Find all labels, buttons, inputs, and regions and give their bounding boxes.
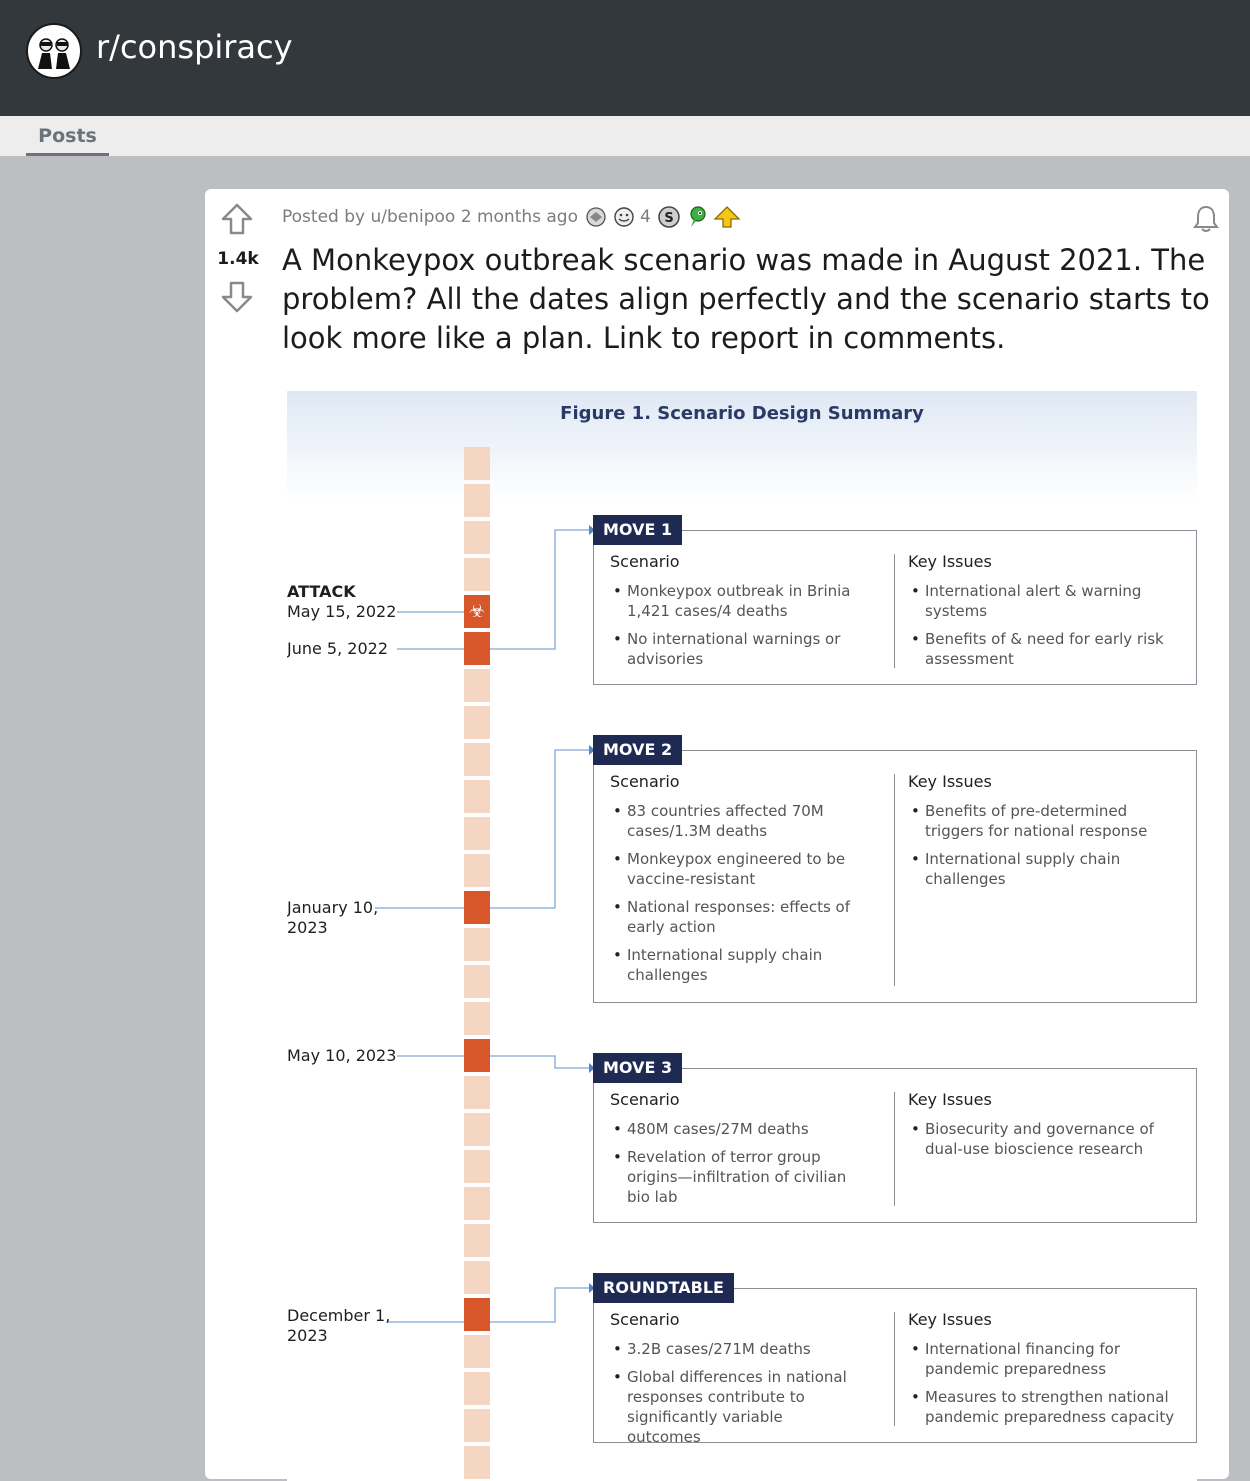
event-date: May 10, 2023 xyxy=(287,1046,397,1065)
awards-row[interactable] xyxy=(584,205,745,229)
scenario-heading: Scenario xyxy=(610,552,680,571)
key-issues-heading: Key Issues xyxy=(908,1310,992,1329)
post-image[interactable] xyxy=(287,391,1197,1481)
move-3-tag: MOVE 3 xyxy=(593,1053,682,1083)
list-item: • International financing for pandemic preparedness xyxy=(907,1339,1182,1379)
key-issues-heading: Key Issues xyxy=(908,1090,992,1109)
column-divider xyxy=(894,774,895,986)
move-2-scenario-list xyxy=(609,801,859,993)
roundtable-scenario-list xyxy=(609,1339,859,1455)
move-1-tag: MOVE 1 xyxy=(593,515,682,545)
downvote-arrow-icon[interactable] xyxy=(219,279,255,315)
award-green-creature-icon[interactable] xyxy=(685,205,709,229)
post-title[interactable]: A Monkeypox outbreak scenario was made in August 2021. The problem? All the dates align perfectly and the scenario starts to look more like a plan. Link to report in comments. xyxy=(282,243,1210,355)
event-attack-title: ATTACK xyxy=(287,582,356,601)
scenario-heading: Scenario xyxy=(610,1310,680,1329)
vote-score: 1.4k xyxy=(217,249,259,269)
event-date: May 15, 2022 xyxy=(287,602,397,621)
list-item: • 83 countries affected 70M cases/1.3M deaths xyxy=(609,801,859,841)
post-card xyxy=(205,189,1229,1479)
list-item: • Monkeypox outbreak in Brinia 1,421 cases/4 deaths xyxy=(609,581,859,621)
list-item: • No international warnings or advisories xyxy=(609,629,859,669)
key-issues-heading: Key Issues xyxy=(908,552,992,571)
move-1-issues-list xyxy=(907,581,1182,677)
subreddit-avatar-icon[interactable] xyxy=(26,23,82,79)
column-divider xyxy=(894,1092,895,1206)
tab-bar xyxy=(0,116,1250,156)
award-handshake-icon[interactable] xyxy=(584,205,608,229)
list-item: • Benefits of & need for early risk assessment xyxy=(907,629,1182,669)
scenario-heading: Scenario xyxy=(610,1090,680,1109)
notification-bell-icon[interactable] xyxy=(1190,203,1222,235)
subreddit-name[interactable]: r/conspiracy xyxy=(96,28,293,66)
move-3-issues-list xyxy=(907,1119,1182,1167)
list-item: • Global differences in national responses contribute to significantly variable outcomes xyxy=(609,1367,859,1447)
event-attack-label xyxy=(287,582,396,622)
list-item: • 480M cases/27M deaths xyxy=(609,1119,859,1139)
list-item: • 3.2B cases/271M deaths xyxy=(609,1339,859,1359)
award-silver-icon[interactable] xyxy=(657,205,681,229)
roundtable-issues-list xyxy=(907,1339,1182,1435)
move-1-scenario-list xyxy=(609,581,859,677)
top-header xyxy=(0,0,1250,116)
move-2-tag: MOVE 2 xyxy=(593,735,682,765)
list-item: • International alert & warning systems xyxy=(907,581,1182,621)
upvote-arrow-icon[interactable] xyxy=(219,201,255,237)
award-gold-icon[interactable] xyxy=(713,205,741,229)
event-date: January 10, 2023 xyxy=(287,898,379,937)
post-age[interactable]: 2 months ago xyxy=(460,207,578,227)
column-divider xyxy=(894,554,895,668)
roundtable-tag: ROUNDTABLE xyxy=(593,1273,734,1303)
key-issues-heading: Key Issues xyxy=(908,772,992,791)
scenario-heading: Scenario xyxy=(610,772,680,791)
award-count: 4 xyxy=(640,207,651,227)
event-date: June 5, 2022 xyxy=(287,639,388,658)
biohazard-icon: ☣ xyxy=(464,595,490,628)
move-2-issues-list xyxy=(907,801,1182,897)
list-item: • National responses: effects of early action xyxy=(609,897,859,937)
event-date: December 1, 2023 xyxy=(287,1306,391,1345)
list-item: • Monkeypox engineered to be vaccine-resistant xyxy=(609,849,859,889)
vote-column xyxy=(205,189,271,329)
list-item: • Revelation of terror group origins—infiltration of civilian bio lab xyxy=(609,1147,859,1207)
list-item: • International supply chain challenges xyxy=(907,849,1182,889)
list-item: • International supply chain challenges xyxy=(609,945,859,985)
svg-text:S: S xyxy=(664,211,674,226)
award-laughing-icon[interactable] xyxy=(612,205,636,229)
list-item: • Biosecurity and governance of dual-use bioscience research xyxy=(907,1119,1182,1159)
figure-title: Figure 1. Scenario Design Summary xyxy=(560,403,924,424)
move-3-scenario-list xyxy=(609,1119,859,1215)
post-meta xyxy=(282,204,745,230)
column-divider xyxy=(894,1312,895,1426)
list-item: • Benefits of pre-determined triggers for national response xyxy=(907,801,1182,841)
list-item: • Measures to strengthen national pandemic preparedness capacity xyxy=(907,1387,1182,1427)
posted-by[interactable]: Posted by u/benipoo xyxy=(282,207,456,227)
tab-posts[interactable]: Posts xyxy=(26,116,109,156)
